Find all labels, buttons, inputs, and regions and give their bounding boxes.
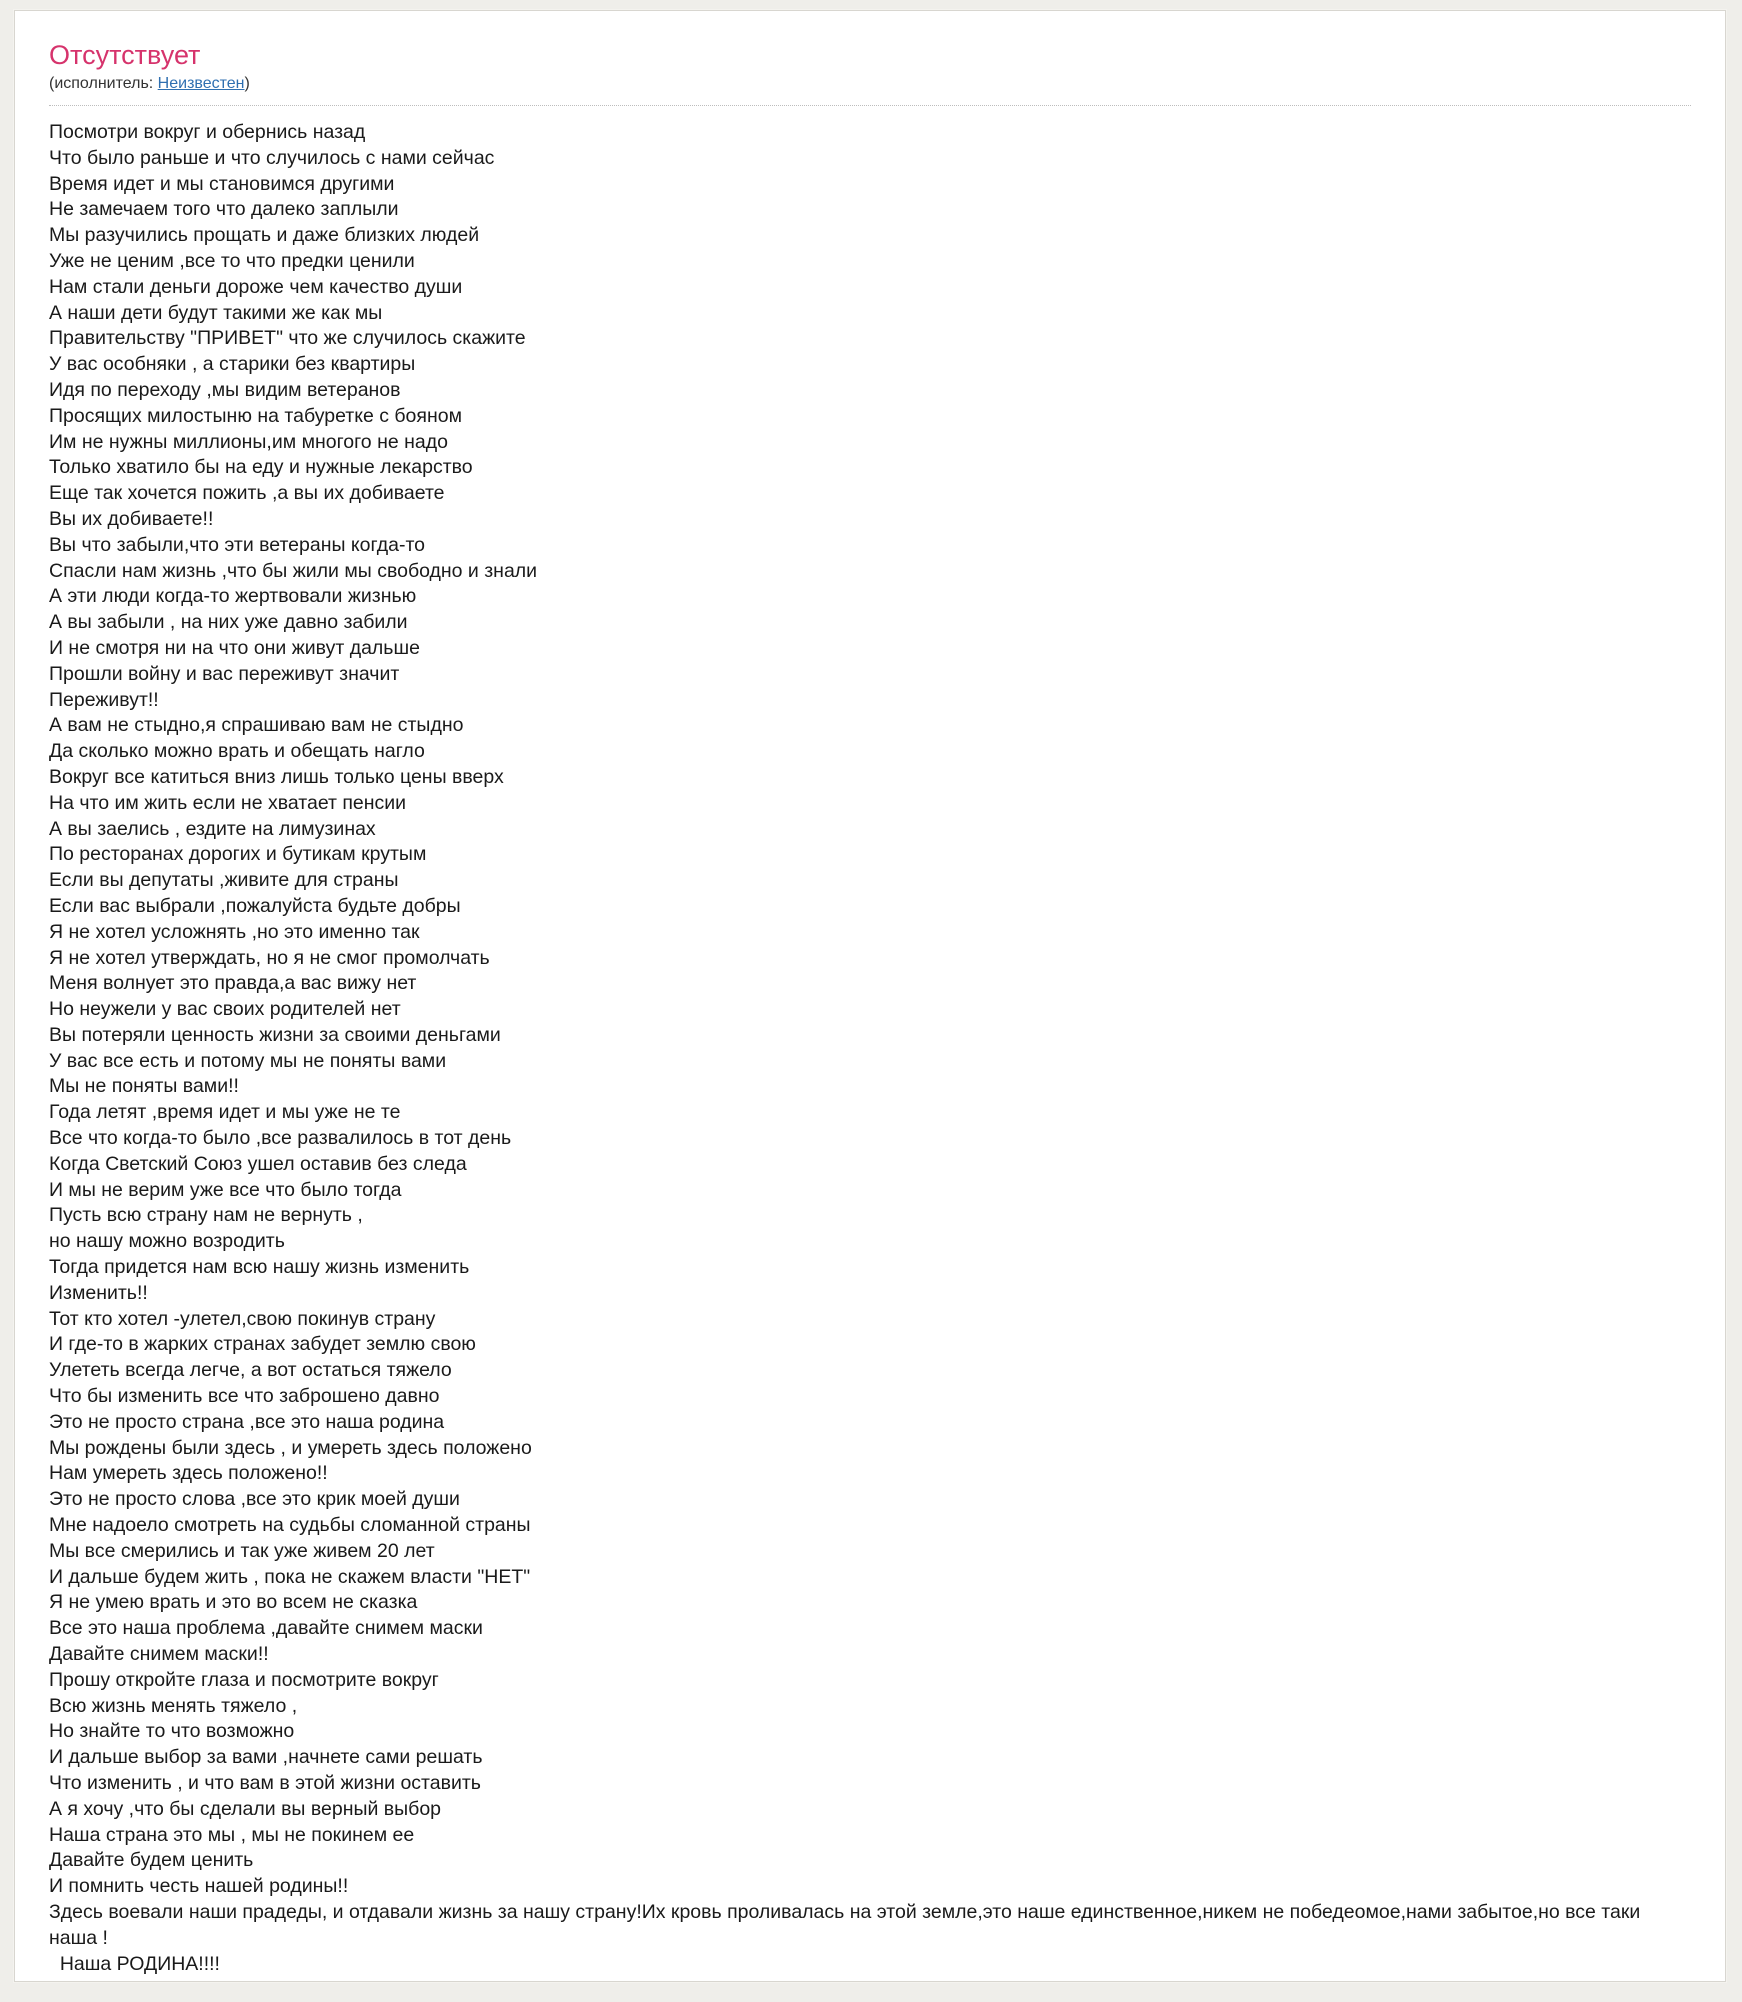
lyrics-line: Мы не поняты вами!! <box>49 1075 239 1098</box>
lyrics-page <box>14 10 1726 1982</box>
lyrics-line: Что бы изменить все что заброшено давно <box>49 1385 440 1408</box>
lyrics-line: Пусть всю страну нам не вернуть , <box>49 1204 363 1227</box>
lyrics-line: Нам стали деньги дороже чем качество души <box>49 275 463 298</box>
lyrics-line: Мы все смерились и так уже живем 20 лет <box>49 1539 435 1562</box>
lyrics-line: Если вы депутаты ,живите для страны <box>49 869 399 892</box>
lyrics-line: Вы что забыли,что эти ветераны когда-то <box>49 533 426 556</box>
lyrics-line: А наши дети будут такими же как мы <box>49 301 383 324</box>
lyrics-line: Время идет и мы становимся другими <box>49 172 395 195</box>
divider <box>49 105 1691 106</box>
lyrics-line: Изменить!! <box>49 1281 148 1304</box>
lyrics-line: Но знайте то что возможно <box>49 1720 295 1743</box>
lyrics-line: Переживут!! <box>49 688 159 711</box>
lyrics-line: Что было раньше и что случилось с нами сейчас <box>49 146 495 169</box>
lyrics-line: На что им жить если не хватает пенсии <box>49 791 407 814</box>
lyrics-line: Только хватило бы на еду и нужные лекарство <box>49 456 473 479</box>
lyrics-line: А вы забыли , на них уже давно забили <box>49 611 408 634</box>
lyrics-line: Просящих милостыню на табуретке с бояном <box>49 404 462 427</box>
lyrics-line: И не смотря ни на что они живут дальше <box>49 636 420 659</box>
lyrics-line: Мы разучились прощать и даже близких людей <box>49 224 480 247</box>
lyrics-line: Меня волнует это правда,а вас вижу нет <box>49 972 417 995</box>
lyrics-line: Прошли войну и вас переживут значит <box>49 662 400 685</box>
lyrics-line: Посмотри вокруг и обернись назад <box>49 121 366 143</box>
lyrics-line: А эти люди когда-то жертвовали жизнью <box>49 585 417 608</box>
lyrics-line: Вы потеряли ценность жизни за своими деньгами <box>49 1023 501 1046</box>
lyrics-line: Всю жизнь менять тяжело , <box>49 1694 298 1717</box>
lyrics-line: Им не нужны миллионы,им многого не надо <box>49 430 448 453</box>
lyrics-line: А вам не стыдно,я спрашиваю вам не стыдно <box>49 714 464 737</box>
lyrics-line: У вас особняки , а старики без квартиры <box>49 353 416 376</box>
lyrics-line: И дальше выбор за вами ,начнете сами решать <box>49 1746 483 1769</box>
lyrics-line: Но неужели у вас своих родителей нет <box>49 998 401 1021</box>
lyrics-line: У вас все есть и потому мы не поняты вами <box>49 1049 447 1072</box>
lyrics-line: Правительству "ПРИВЕТ" что же случилось скажите <box>49 327 526 350</box>
lyrics-line: Мне надоело смотреть на судьбы сломанной страны <box>49 1514 531 1537</box>
lyrics-line: А я хочу ,что бы сделали вы верный выбор <box>49 1797 442 1820</box>
lyrics-line: Улететь всегда легче, а вот остаться тяжело <box>49 1359 452 1382</box>
page-title: Отсутствует <box>49 40 201 70</box>
artist-link[interactable]: Неизвестен <box>157 75 245 92</box>
lyrics-line: Не замечаем того что далеко заплыли <box>49 198 399 221</box>
lyrics-line: Все что когда-то было ,все развалилось в тот день <box>49 1127 512 1150</box>
lyrics-line: Все это наша проблема ,давайте снимем маски <box>49 1617 483 1640</box>
page-content <box>15 11 1725 1977</box>
lyrics-line: но нашу можно возродить <box>49 1230 285 1253</box>
lyrics-line: Я не хотел утверждать, но я не смог промолчать <box>49 946 490 969</box>
lyrics-line: Мы рождены были здесь , и умереть здесь положено <box>49 1436 532 1459</box>
lyrics-line: По ресторанах дорогих и бутикам крутым <box>49 843 427 866</box>
artist-credit <box>49 75 1691 93</box>
lyrics-line: Я не хотел усложнять ,но это именно так <box>49 920 420 943</box>
lyrics-line: Прошу откройте глаза и посмотрите вокруг <box>49 1668 439 1691</box>
lyrics-line: И дальше будем жить , пока не скажем власти "НЕТ" <box>49 1565 531 1588</box>
lyrics-line: Тогда придется нам всю нашу жизнь изменить <box>49 1256 470 1279</box>
lyrics-line: Вы их добиваете!! <box>49 507 214 530</box>
lyrics-line: Года летят ,время идет и мы уже не те <box>49 1101 401 1124</box>
lyrics-line: Это не просто слова ,все это крик моей души <box>49 1488 460 1511</box>
lyrics-line: Нам умереть здесь положено!! <box>49 1462 328 1485</box>
lyrics-line: Давайте будем ценить <box>49 1849 254 1872</box>
lyrics-line: Тот кто хотел -улетел,свою покинув страну <box>49 1307 436 1330</box>
lyrics-line: Вокруг все катиться вниз лишь только цены вверх <box>49 765 504 788</box>
lyrics-line: А вы заелись , ездите на лимузинах <box>49 817 376 840</box>
lyrics-line: Что изменить , и что вам в этой жизни оставить <box>49 1772 481 1794</box>
lyrics-line: Уже не ценим ,все то что предки ценили <box>49 249 415 272</box>
lyrics-body <box>49 120 1691 1977</box>
lyrics-line: Идя по переходу ,мы видим ветеранов <box>49 378 401 401</box>
lyrics-line: Это не просто страна ,все это наша родина <box>49 1410 445 1433</box>
lyrics-line: Наша страна это мы , мы не покинем ее <box>49 1823 415 1846</box>
lyrics-line: Да сколько можно врать и обещать нагло <box>49 740 425 763</box>
lyrics-line: Если вас выбрали ,пожалуйста будьте добры <box>49 894 461 917</box>
lyrics-line: Когда Светский Союз ушел оставив без следа <box>49 1152 467 1175</box>
lyrics-line: Спасли нам жизнь ,что бы жили мы свободно и знали <box>49 559 538 582</box>
lyrics-line: И мы не верим уже все что было тогда <box>49 1178 402 1201</box>
lyrics-line: И помнить честь нашей родины!! <box>49 1875 349 1898</box>
lyrics-line: Еще так хочется пожить ,а вы их добиваете <box>49 482 445 505</box>
lyrics-line: Наша РОДИНА!!!! <box>49 1952 220 1975</box>
artist-suffix-label: ) <box>244 75 250 92</box>
lyrics-line: Здесь воевали наши прадеды, и отдавали жизнь за нашу страну!Их кровь проливалась на этой земле,это наше единственное,никем не победеомое,нами забытое,но все таки наша ! <box>49 1900 1646 1949</box>
lyrics-line: Давайте снимем маски!! <box>49 1643 269 1666</box>
lyrics-line: Я не умею врать и это во всем не сказка <box>49 1591 418 1614</box>
artist-prefix-label: (исполнитель: <box>49 75 158 92</box>
lyrics-line: И где-то в жарких странах забудет землю свою <box>49 1333 476 1356</box>
